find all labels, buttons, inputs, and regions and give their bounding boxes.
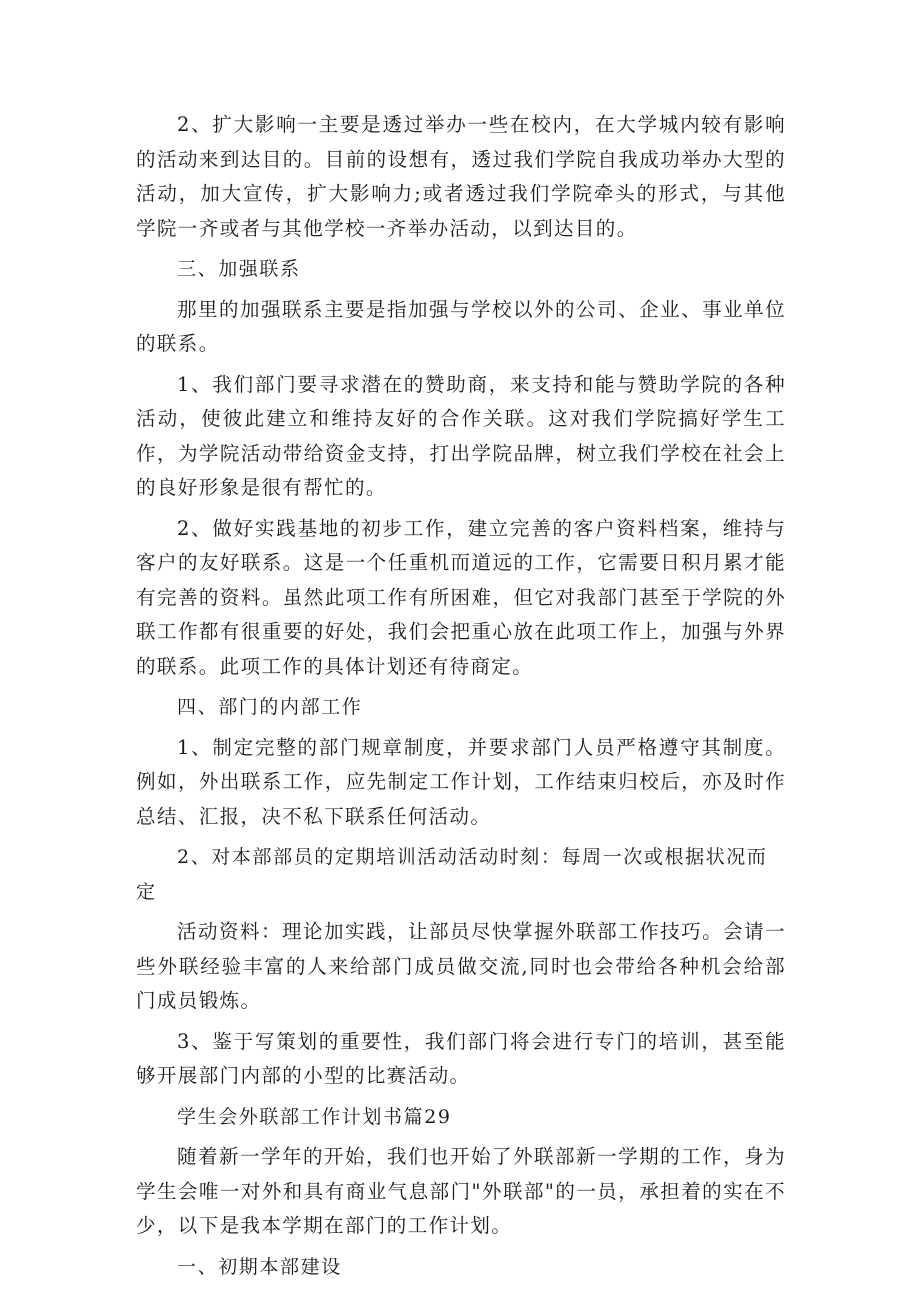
paragraph-training-time: 2、对本部部员的定期培训活动活动时刻：每周一次或根据状况而定 [136,846,768,903]
section-heading-initial-construction: 一、初期本部建设 [177,1255,342,1278]
paragraph-proposal-training: 3、鉴于写策划的重要性，我们部门将会进行专门的培训，甚至能够开展部门内部的小型的比赛活动。 [136,1029,786,1087]
paragraph-sponsors: 1、我们部门要寻求潜在的赞助商，来支持和能与赞助学院的各种活动，使彼此建立和维持友好的合作关联。这对我们学院搞好学生工作，为学院活动带给资金支持，打出学院品牌，树立我们学校在社会上的良好形象是很有帮忙的。 [136,372,786,499]
paragraph-expand-influence: 2、扩大影响一主要是透过举办一些在校内，在大学城内较有影响的活动来到达目的。目前的设想有，透过我们学院自我成功举办大型的活动，加大宣传，扩大影响力;或者透过我们学院牵头的形式，与其他学院一齐或者与其他学校一齐举办活动，以到达目的。 [136,113,786,240]
paragraph-practice-base: 2、做好实践基地的初步工作，建立完善的客户资料档案，维持与客户的友好联系。这是一个任重机而道远的工作，它需要日积月累才能有完善的资料。虽然此项工作有所困难，但它对我部门甚至于学院的外联工作都有很重要的好处，我们会把重心放在此项工作上，加强与外界的联系。此项工作的具体计划还有待商定。 [136,516,786,678]
paragraph-activity-content: 活动资料：理论加实践，让部员尽快掌握外联部工作技巧。会请一些外联经验丰富的人来给部门成员做交流,同时也会带给各种机会给部门成员锻炼。 [136,920,786,1012]
section-heading-internal-work: 四、部门的内部工作 [177,696,363,718]
article-title: 学生会外联部工作计划书篇29 [177,1105,452,1128]
paragraph-contact-definition: 那里的加强联系主要是指加强与学校以外的公司、企业、事业单位的联系。 [136,297,786,355]
paragraph-rules: 1、制定完整的部门规章制度，并要求部门人员严格遵守其制度。例如，外出联系工作，应先制定工作计划，工作结束归校后，亦及时作总结、汇报，决不私下联系任何活动。 [136,735,786,828]
section-heading-strengthen-contact: 三、加强联系 [177,258,301,280]
document-body [136,108,786,1290]
paragraph-new-semester: 随着新一学年的开始，我们也开始了外联部新一学期的工作，身为学生会唯一对外和具有商业气息部门"外联部"的一员，承担着的实在不少，以下是我本学期在部门的工作计划。 [136,1145,786,1237]
